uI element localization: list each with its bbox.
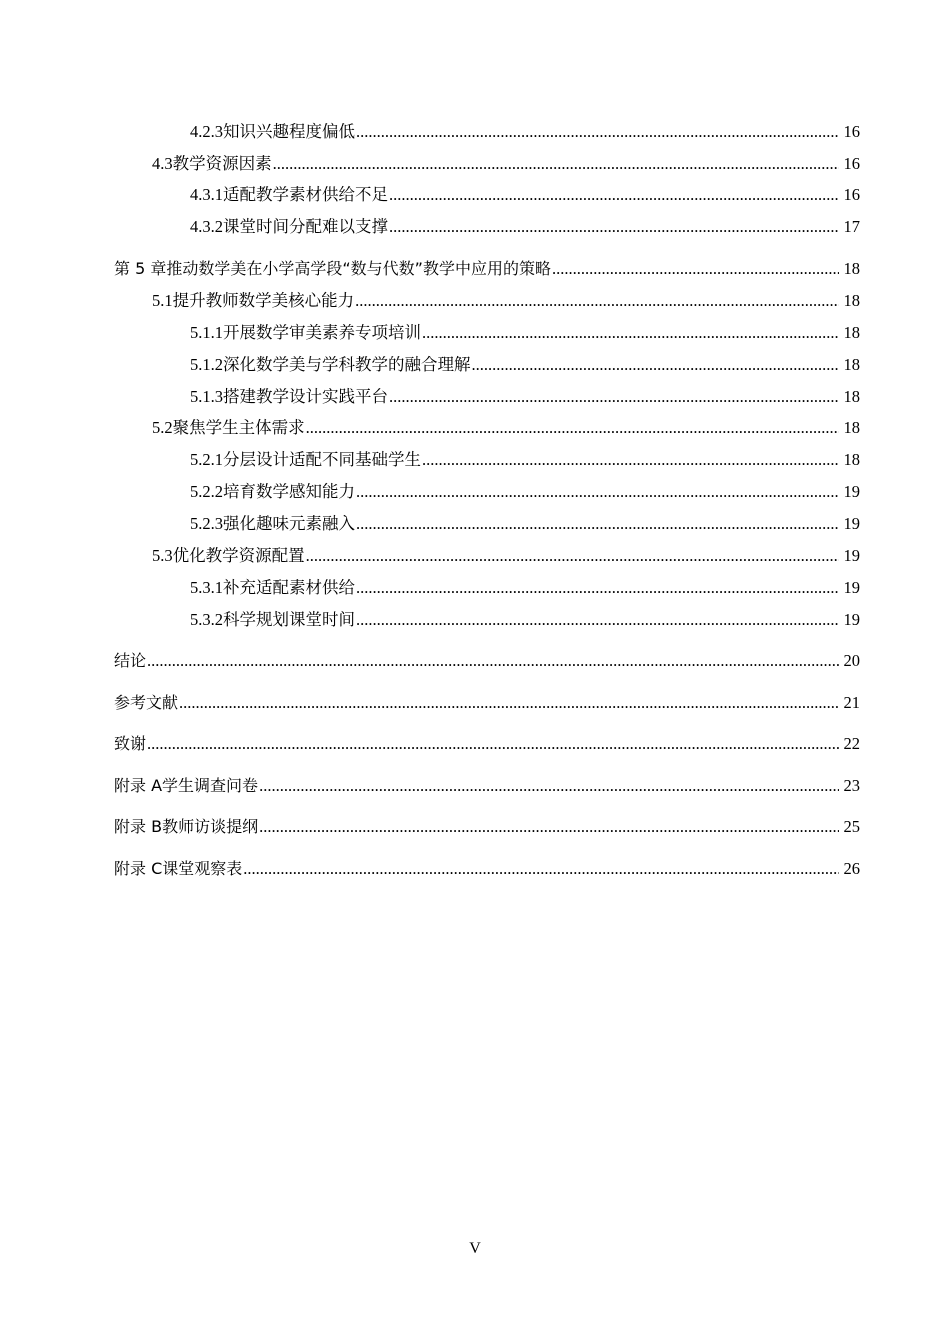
toc-entry-5-1[interactable]	[0, 287, 950, 315]
toc-page-number: 18	[843, 418, 860, 437]
toc-entry-5-3-2[interactable]	[0, 606, 950, 634]
toc-leader	[422, 319, 839, 347]
toc-title: 参考文献	[114, 693, 179, 712]
toc-title: 推动数学美在小学高学段“数与代数”教学中应用的策略	[166, 259, 551, 278]
toc-page-number: 17	[843, 217, 860, 236]
toc-page-number: 18	[843, 450, 860, 469]
toc-page-number: 25	[843, 817, 860, 836]
toc-number: 5.2.2	[190, 482, 223, 501]
toc-page-number: 19	[843, 514, 860, 533]
toc-leader	[243, 855, 839, 883]
toc-title: 致谢	[114, 734, 147, 753]
toc-number: 4.3.2	[190, 217, 223, 236]
toc-page-number: 16	[843, 185, 860, 204]
toc-title: 深化数学美与学科教学的融合理解	[223, 355, 471, 374]
toc-number: 5.2	[152, 418, 173, 437]
toc-number: 5.3	[152, 546, 173, 565]
toc-page-number: 18	[843, 323, 860, 342]
toc-leader	[389, 213, 839, 241]
toc-title: 科学规划课堂时间	[223, 610, 355, 629]
toc-leader	[422, 446, 839, 474]
toc-page-number: 18	[843, 291, 860, 310]
toc-entry-5-1-1[interactable]	[0, 319, 950, 347]
toc-title: 课堂时间分配难以支撑	[223, 217, 388, 236]
page-footer-number: V	[469, 1240, 481, 1257]
toc-title: 优化教学资源配置	[172, 546, 305, 565]
toc-leader	[356, 510, 839, 538]
toc-entry-5-1-2[interactable]	[0, 351, 950, 379]
toc-entry-5-2-2[interactable]	[0, 478, 950, 506]
toc-title: 知识兴趣程度偏低	[223, 122, 355, 141]
toc-number: 5.1.1	[190, 323, 223, 342]
toc-leader	[356, 606, 839, 634]
toc-number: 附录 A	[114, 776, 163, 795]
toc-page-number: 18	[843, 355, 860, 374]
toc-page-number: 19	[843, 482, 860, 501]
toc-page-number: 16	[843, 122, 860, 141]
toc-entry-5-2-3[interactable]	[0, 510, 950, 538]
toc-leader	[179, 689, 839, 717]
toc-number: 4.3.1	[190, 185, 223, 204]
toc-number: 第 5 章	[114, 259, 167, 278]
toc-entry-5-2[interactable]	[0, 414, 950, 442]
toc-page-number: 26	[843, 859, 860, 878]
toc-entry-appendix-c[interactable]	[0, 855, 950, 883]
toc-entry-appendix-b[interactable]	[0, 813, 950, 841]
toc-entry-chapter-5[interactable]	[0, 255, 950, 283]
toc-number: 5.2.3	[190, 514, 223, 533]
toc-leader	[356, 478, 839, 506]
toc-entry-conclusion[interactable]	[0, 647, 950, 675]
toc-number: 5.3.2	[190, 610, 223, 629]
toc-number: 4.2.3	[190, 122, 223, 141]
toc-leader	[273, 150, 839, 178]
toc-page-number: 22	[843, 734, 860, 753]
toc-page-number: 19	[843, 546, 860, 565]
toc-title: 课堂观察表	[162, 859, 243, 878]
toc-title: 适配教学素材供给不足	[223, 185, 388, 204]
toc-title: 分层设计适配不同基础学生	[223, 450, 421, 469]
toc-number: 5.2.1	[190, 450, 223, 469]
toc-entry-4-3[interactable]	[0, 150, 950, 178]
toc-leader	[356, 118, 839, 146]
toc-leader	[552, 255, 839, 283]
toc-leader	[306, 542, 839, 570]
toc-number: 附录 B	[114, 817, 163, 836]
toc-page-number: 19	[843, 578, 860, 597]
toc-entry-4-3-2[interactable]	[0, 213, 950, 241]
toc-entry-4-3-1[interactable]	[0, 181, 950, 209]
toc-leader	[147, 730, 839, 758]
toc-title: 学生调查问卷	[162, 776, 259, 795]
toc-title: 强化趣味元素融入	[223, 514, 355, 533]
toc-page-number: 23	[843, 776, 860, 795]
toc-title: 搭建教学设计实践平台	[223, 387, 388, 406]
toc-entry-5-3-1[interactable]	[0, 574, 950, 602]
toc-page-number: 20	[843, 651, 860, 670]
toc-leader	[472, 351, 840, 379]
toc-leader	[259, 772, 839, 800]
toc-page-number: 21	[843, 693, 860, 712]
toc-page-number: 18	[843, 259, 860, 278]
toc-entry-5-3[interactable]	[0, 542, 950, 570]
toc-title: 补充适配素材供给	[223, 578, 355, 597]
toc-number: 5.1.2	[190, 355, 223, 374]
toc-entry-5-2-1[interactable]	[0, 446, 950, 474]
toc-entry-references[interactable]	[0, 689, 950, 717]
toc-title: 教师访谈提纲	[162, 817, 259, 836]
toc-title: 结论	[114, 651, 147, 670]
toc-number: 4.3	[152, 154, 173, 173]
toc-title: 提升教师数学美核心能力	[172, 291, 355, 310]
toc-number: 5.1	[152, 291, 173, 310]
toc-number: 5.3.1	[190, 578, 223, 597]
toc-leader	[306, 414, 839, 442]
toc-title: 培育数学感知能力	[223, 482, 355, 501]
toc-leader	[389, 383, 839, 411]
toc-leader	[356, 574, 839, 602]
toc-entry-5-1-3[interactable]	[0, 383, 950, 411]
toc-entry-appendix-a[interactable]	[0, 772, 950, 800]
toc-title: 聚焦学生主体需求	[172, 418, 305, 437]
toc-page-number: 18	[843, 387, 860, 406]
toc-entry-acknowledgements[interactable]	[0, 730, 950, 758]
toc-page-number: 19	[843, 610, 860, 629]
toc-title: 开展数学审美素养专项培训	[223, 323, 421, 342]
toc-entry-4-2-3[interactable]	[0, 118, 950, 146]
toc-number: 附录 C	[114, 859, 163, 878]
toc-leader	[147, 647, 839, 675]
toc-leader	[259, 813, 839, 841]
toc-page-number: 16	[843, 154, 860, 173]
toc-title: 教学资源因素	[172, 154, 272, 173]
toc-number: 5.1.3	[190, 387, 223, 406]
toc-leader	[389, 181, 839, 209]
toc-leader	[355, 287, 839, 315]
